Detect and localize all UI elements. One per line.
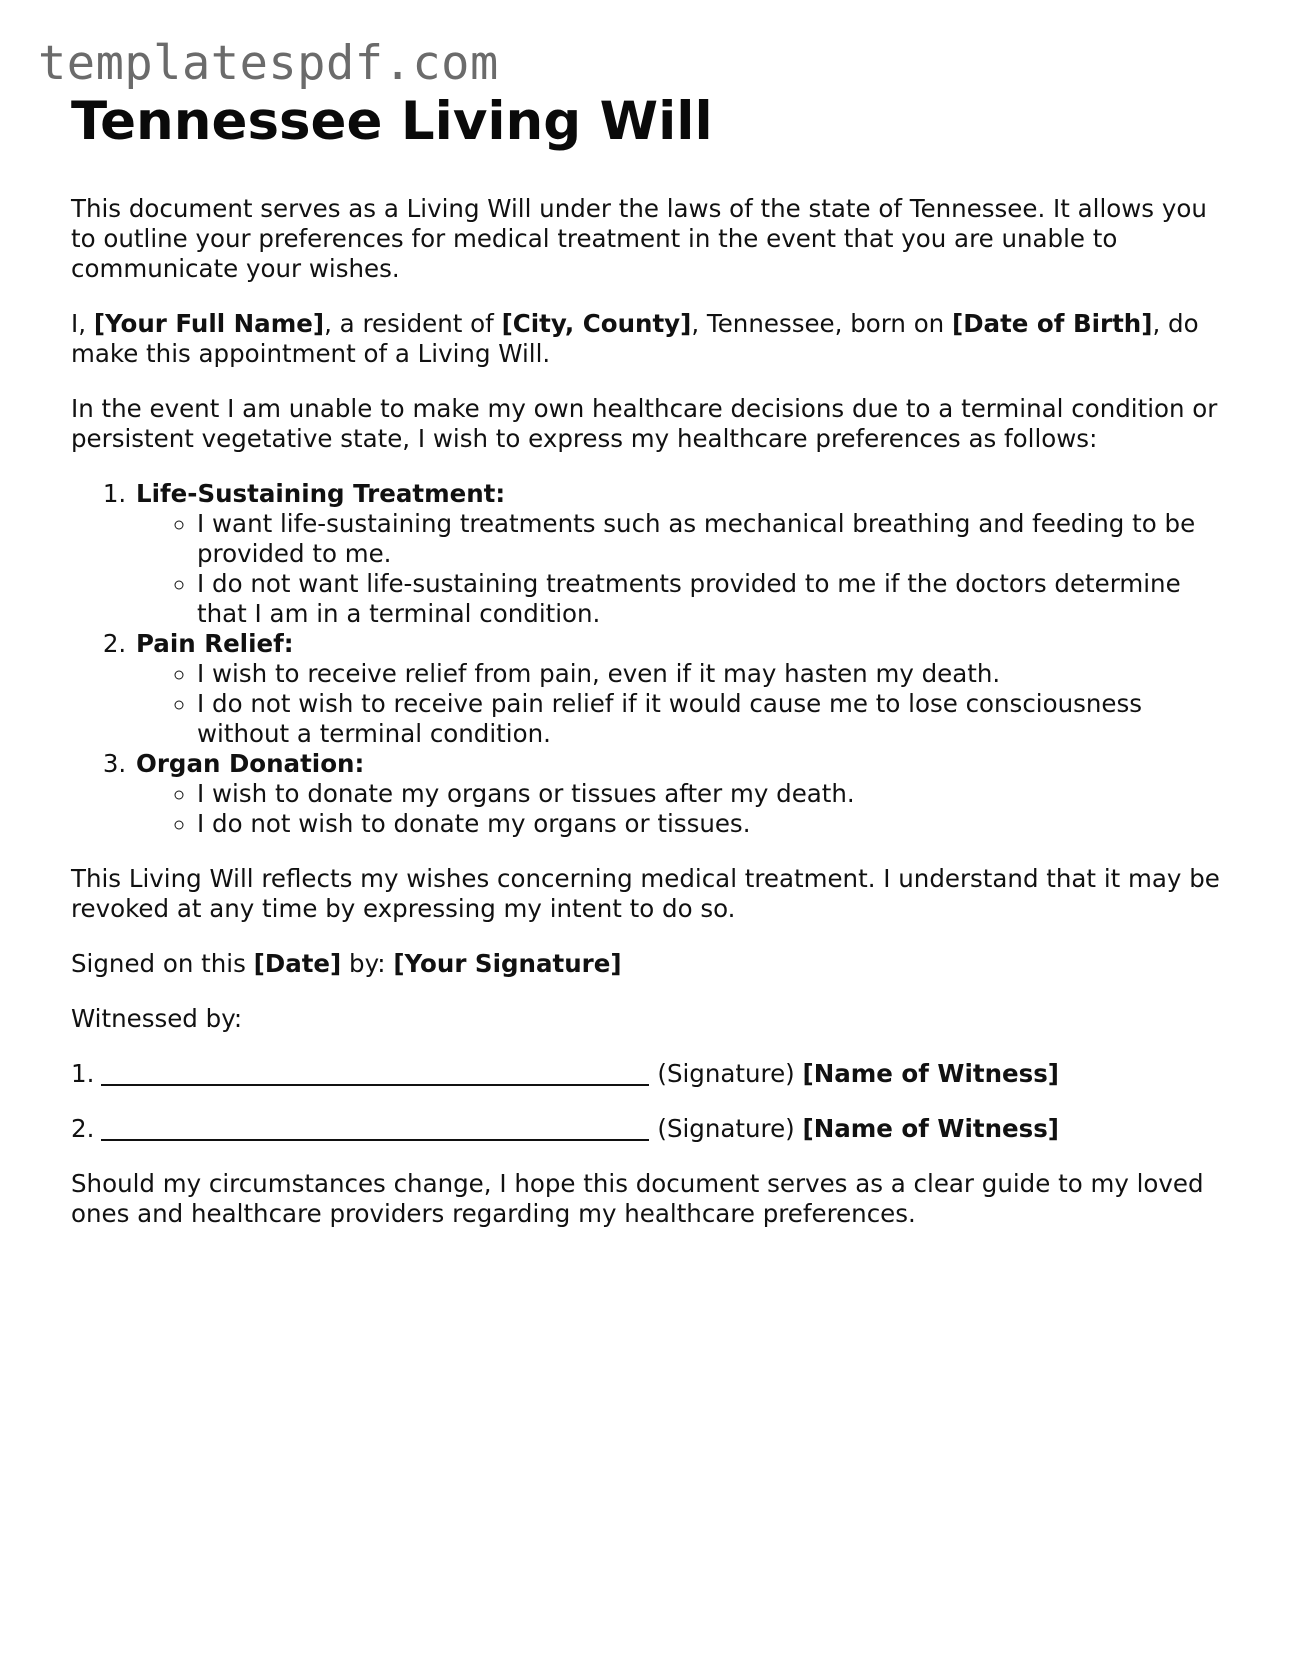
list-item-organ-donation: [134, 749, 1231, 839]
witness-name-placeholder: [Name of Witness]: [802, 1059, 1059, 1088]
witnessed-label: Witnessed by:: [71, 1004, 243, 1033]
full-name-placeholder: [Your Full Name]: [93, 309, 325, 338]
signed-by-text: by:: [341, 949, 394, 978]
witness-number: 1.: [71, 1059, 95, 1088]
witness-number: 2.: [71, 1114, 95, 1143]
list-item: ◦ I wish to receive relief from pain, even if it may hasten my death.: [197, 659, 1231, 689]
declaration-paragraph: [71, 309, 1231, 369]
options-list: [136, 779, 1231, 839]
list-item: ◦ I do not wish to donate my organs or tissues.: [197, 809, 1231, 839]
watermark: templatespdf.com: [38, 36, 499, 91]
witness-line-1: [71, 1059, 1231, 1089]
witness-line-2: [71, 1114, 1231, 1144]
signature-label: (Signature): [657, 1114, 795, 1143]
signature-placeholder: [Your Signature]: [393, 949, 622, 978]
list-item-pain-relief: [134, 629, 1231, 749]
witness-name-placeholder: [Name of Witness]: [802, 1114, 1059, 1143]
options-list: [136, 659, 1231, 749]
page-title: Tennessee Living Will: [71, 91, 713, 152]
list-item-life-sustaining: [134, 479, 1231, 629]
declaration-suffix: , do make this appointment of a Living Will.: [71, 309, 1199, 368]
signature-label: (Signature): [657, 1059, 795, 1088]
date-placeholder: [Date]: [253, 949, 342, 978]
closing-paragraph: Should my circumstances change, I hope this document serves as a clear guide to my loved ones and healthcare providers regarding my healthcare preferences.: [71, 1169, 1204, 1228]
section-heading: Life-Sustaining Treatment:: [136, 479, 506, 508]
list-item: ◦ I want life-sustaining treatments such as mechanical breathing and feeding to be provided to me.: [197, 509, 1231, 569]
reflection-paragraph: This Living Will reflects my wishes concerning medical treatment. I understand that it may be revoked at any time by expressing my intent to do so.: [71, 864, 1220, 923]
list-item: ◦ I do not wish to receive pain relief if it would cause me to lose consciousness without a terminal condition.: [197, 689, 1231, 749]
signed-line: [71, 949, 1231, 979]
list-item: ◦ I do not want life-sustaining treatments provided to me if the doctors determine that I am in a terminal condition.: [197, 569, 1231, 629]
declaration-prefix: I,: [71, 309, 94, 338]
resident-text: , a resident of: [324, 309, 502, 338]
preferences-list: [71, 479, 1231, 839]
list-item: ◦ I wish to donate my organs or tissues after my death.: [197, 779, 1231, 809]
document-body: [71, 90, 1231, 1254]
signature-blank: [101, 1066, 649, 1086]
section-heading: Organ Donation:: [136, 749, 365, 778]
signature-blank: [101, 1121, 649, 1141]
date-of-birth-placeholder: [Date of Birth]: [952, 309, 1153, 338]
condition-paragraph: In the event I am unable to make my own healthcare decisions due to a terminal condition or persistent vegetative state, I wish to express my healthcare preferences as follows:: [71, 394, 1218, 453]
city-county-placeholder: [City, County]: [501, 309, 692, 338]
signed-prefix: Signed on this: [71, 949, 254, 978]
intro-paragraph: This document serves as a Living Will under the laws of the state of Tennessee. It allows you to outline your preferences for medical treatment in the event that you are unable to communicate your wishes.: [71, 194, 1207, 283]
options-list: [136, 509, 1231, 629]
state-text: , Tennessee, born on: [691, 309, 952, 338]
section-heading: Pain Relief:: [136, 629, 294, 658]
